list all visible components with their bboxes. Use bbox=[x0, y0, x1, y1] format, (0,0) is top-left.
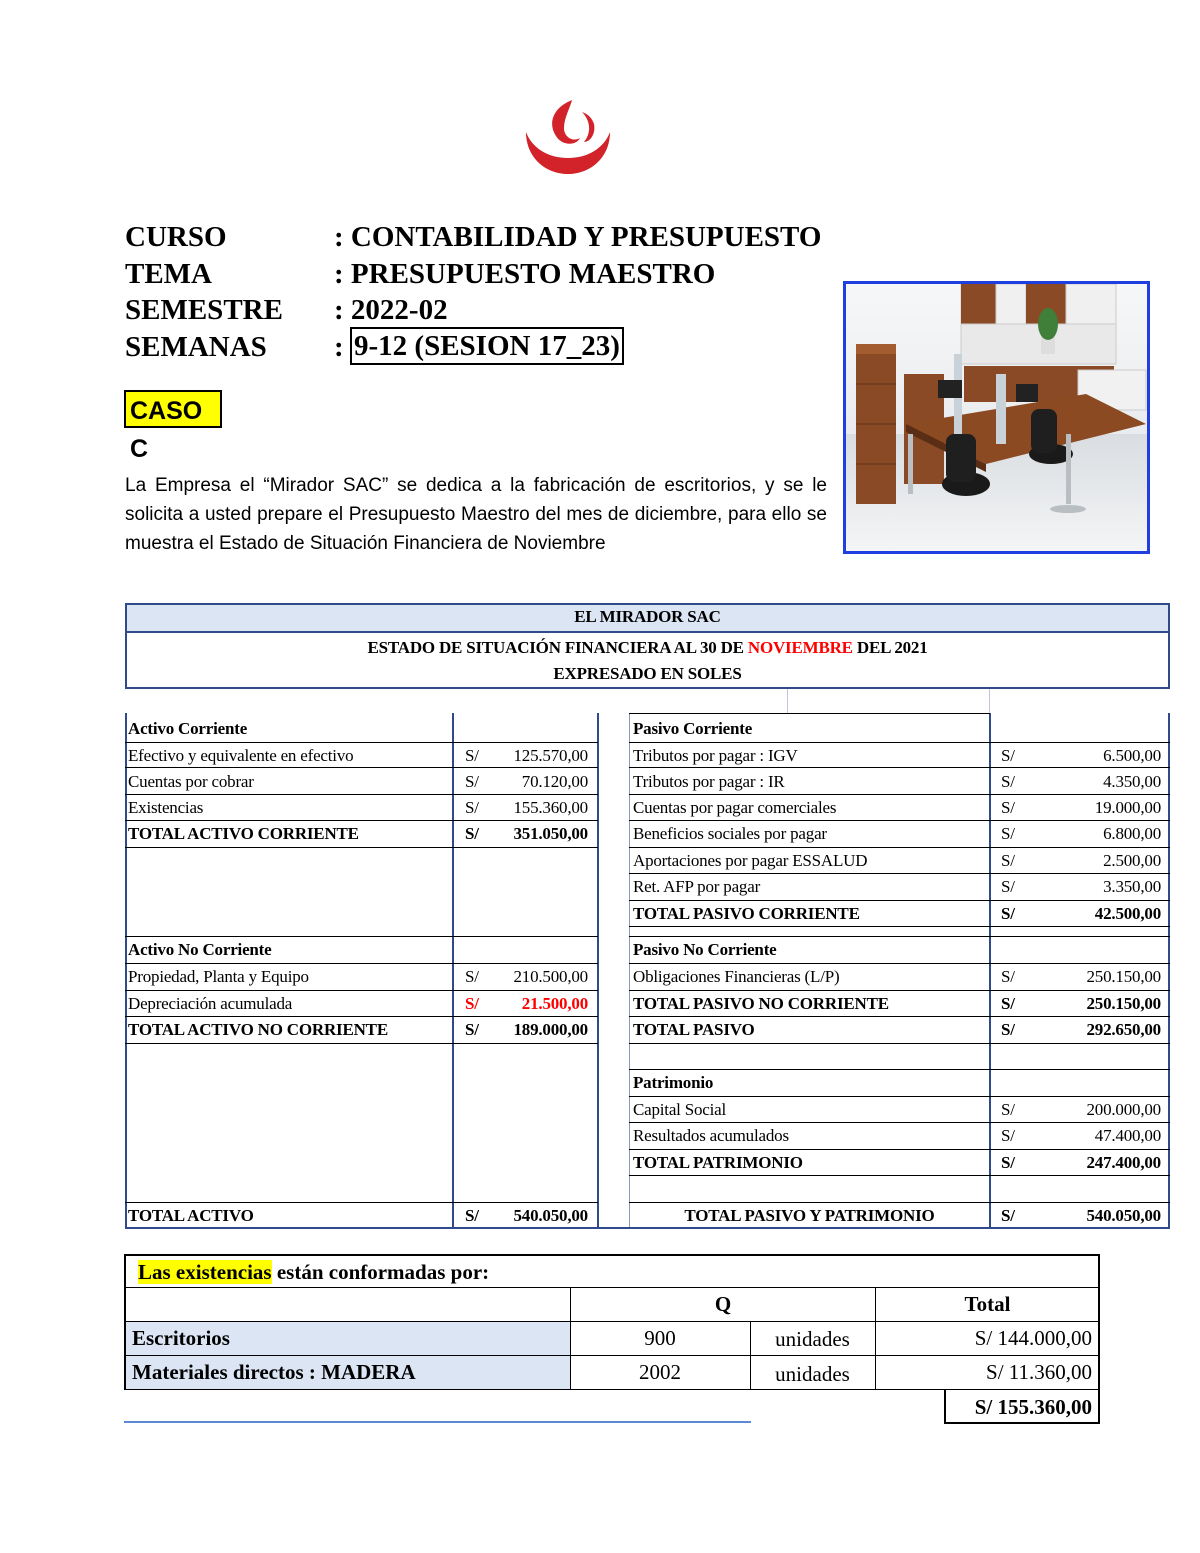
inventory-row-q: 2002 bbox=[639, 1360, 681, 1384]
inventory-table bbox=[124, 1254, 1100, 1424]
semanas-value: 9-12 (SESION 17_23) bbox=[350, 327, 624, 365]
currency-symbol: S/ bbox=[1001, 798, 1015, 817]
ac-item-label: Cuentas por cobrar bbox=[128, 772, 254, 791]
currency-symbol: S/ bbox=[465, 772, 479, 791]
anc-item-label: Depreciación acumulada bbox=[128, 994, 293, 1013]
inventory-row-total: S/ 144.000,00 bbox=[974, 1326, 1092, 1350]
inventory-row-total: S/ 11.360,00 bbox=[986, 1360, 1092, 1384]
currency-symbol: S/ bbox=[465, 994, 479, 1013]
total-pasivo-corriente-label: TOTAL PASIVO CORRIENTE bbox=[633, 904, 860, 923]
currency-symbol: S/ bbox=[1001, 851, 1015, 870]
curso-value: : CONTABILIDAD Y PRESUPUESTO bbox=[334, 221, 822, 253]
anc-item-amount-negative: 21.500,00 bbox=[521, 994, 588, 1013]
currency-symbol: S/ bbox=[1001, 1020, 1015, 1039]
balance-sheet bbox=[125, 603, 1170, 1229]
currency-symbol: S/ bbox=[1001, 772, 1015, 791]
currency-symbol: S/ bbox=[465, 967, 479, 986]
office-desks-photo bbox=[843, 281, 1150, 554]
total-patrimonio-label: TOTAL PATRIMONIO bbox=[633, 1153, 803, 1172]
patrimonio-heading: Patrimonio bbox=[633, 1073, 714, 1092]
activo-corriente-heading: Activo Corriente bbox=[128, 719, 248, 738]
pc-item-amount: 2.500,00 bbox=[1103, 851, 1161, 870]
semestre-value: : 2022-02 bbox=[334, 294, 448, 326]
pc-item-amount: 4.350,00 bbox=[1103, 772, 1161, 791]
ac-item-amount: 125.570,00 bbox=[513, 746, 588, 765]
tema-label: TEMA bbox=[125, 258, 212, 290]
pc-item-label: Cuentas por pagar comerciales bbox=[633, 798, 837, 817]
inventory-title-rest: están conformadas por: bbox=[271, 1260, 490, 1284]
caso-badge: CASO C bbox=[124, 390, 222, 428]
inventory-row-unit: unidades bbox=[775, 1362, 850, 1386]
office-desks-icon bbox=[846, 284, 1147, 551]
currency-symbol: S/ bbox=[465, 1206, 479, 1225]
total-pasivo-patrimonio-label: TOTAL PASIVO Y PATRIMONIO bbox=[684, 1206, 935, 1225]
total-pasivo-corriente-amount: 42.500,00 bbox=[1094, 904, 1161, 923]
pnc-item-amount: 250.150,00 bbox=[1086, 967, 1161, 986]
currency-symbol: S/ bbox=[1001, 877, 1015, 896]
currency-symbol: S/ bbox=[465, 798, 479, 817]
anc-item-amount: 210.500,00 bbox=[513, 967, 588, 986]
pasivo-corriente-heading: Pasivo Corriente bbox=[633, 719, 753, 738]
total-pasivo-patrimonio-amount: 540.050,00 bbox=[1086, 1206, 1161, 1225]
sheet-subtitle: EXPRESADO EN SOLES bbox=[553, 664, 742, 683]
pc-item-label: Tributos por pagar : IGV bbox=[633, 746, 798, 765]
sheet-title-post: DEL 2021 bbox=[852, 638, 928, 657]
currency-symbol: S/ bbox=[1001, 1153, 1015, 1172]
currency-symbol: S/ bbox=[465, 824, 479, 843]
pnc-item-label: Obligaciones Financieras (L/P) bbox=[633, 967, 840, 986]
tema-value: : PRESUPUESTO MAESTRO bbox=[334, 258, 716, 290]
company-name: EL MIRADOR SAC bbox=[574, 607, 721, 626]
total-patrimonio-amount: 247.400,00 bbox=[1086, 1153, 1161, 1172]
pasivo-no-corriente-heading: Pasivo No Corriente bbox=[633, 940, 777, 959]
currency-symbol: S/ bbox=[1001, 824, 1015, 843]
upc-flame-logo-icon bbox=[518, 98, 618, 176]
currency-symbol: S/ bbox=[465, 1020, 479, 1039]
total-activo-amount: 540.050,00 bbox=[513, 1206, 588, 1225]
currency-symbol: S/ bbox=[1001, 746, 1015, 765]
semestre-label: SEMESTRE bbox=[125, 294, 283, 326]
total-pasivo-amount: 292.650,00 bbox=[1086, 1020, 1161, 1039]
anc-item-label: Propiedad, Planta y Equipo bbox=[128, 967, 309, 986]
currency-symbol: S/ bbox=[1001, 1126, 1015, 1145]
pat-item-amount: 200.000,00 bbox=[1086, 1100, 1161, 1119]
currency-symbol: S/ bbox=[1001, 994, 1015, 1013]
currency-symbol: S/ bbox=[1001, 1100, 1015, 1119]
currency-symbol: S/ bbox=[1001, 1206, 1015, 1225]
pc-item-amount: 3.350,00 bbox=[1103, 877, 1161, 896]
col-total-header: Total bbox=[964, 1292, 1011, 1316]
total-pasivo-no-corriente-label: TOTAL PASIVO NO CORRIENTE bbox=[633, 994, 889, 1013]
curso-label: CURSO bbox=[125, 221, 227, 253]
ac-item-label: Existencias bbox=[128, 798, 204, 817]
pc-item-amount: 6.500,00 bbox=[1103, 746, 1161, 765]
inventory-title bbox=[138, 1257, 489, 1287]
ac-item-amount: 70.120,00 bbox=[521, 772, 588, 791]
inventory-row-q: 900 bbox=[644, 1326, 676, 1350]
inventory-grand-total: S/ 155.360,00 bbox=[974, 1395, 1092, 1419]
pat-item-label: Capital Social bbox=[633, 1100, 727, 1119]
pc-item-label: Beneficios sociales por pagar bbox=[633, 824, 827, 843]
pc-item-amount: 6.800,00 bbox=[1103, 824, 1161, 843]
total-activo-label: TOTAL ACTIVO bbox=[128, 1206, 254, 1225]
inventory-title-highlight: Las existencias bbox=[138, 1260, 272, 1284]
semanas-label: SEMANAS bbox=[125, 331, 267, 363]
inventory-row-label: Escritorios bbox=[132, 1326, 230, 1350]
semanas-colon: : bbox=[334, 331, 344, 363]
activo-no-corriente-heading: Activo No Corriente bbox=[128, 940, 272, 959]
inventory-row-unit: unidades bbox=[775, 1327, 850, 1351]
pat-item-amount: 47.400,00 bbox=[1094, 1126, 1161, 1145]
total-activo-no-corriente-amount: 189.000,00 bbox=[513, 1020, 588, 1039]
col-q-header: Q bbox=[714, 1292, 732, 1316]
sheet-title bbox=[125, 636, 1170, 660]
footer-divider bbox=[124, 1421, 751, 1423]
pc-item-label: Tributos por pagar : IR bbox=[633, 772, 785, 791]
total-pasivo-no-corriente-amount: 250.150,00 bbox=[1086, 994, 1161, 1013]
currency-symbol: S/ bbox=[465, 746, 479, 765]
pat-item-label: Resultados acumulados bbox=[633, 1126, 789, 1145]
pc-item-label: Ret. AFP por pagar bbox=[633, 877, 761, 896]
currency-symbol: S/ bbox=[1001, 904, 1015, 923]
sheet-title-month: NOVIEMBRE bbox=[747, 638, 853, 657]
sheet-title-pre: ESTADO DE SITUACIÓN FINANCIERA AL 30 DE bbox=[367, 638, 748, 657]
ac-item-amount: 155.360,00 bbox=[513, 798, 588, 817]
pc-item-label: Aportaciones por pagar ESSALUD bbox=[633, 851, 868, 870]
pc-item-amount: 19.000,00 bbox=[1094, 798, 1161, 817]
total-activo-corriente-amount: 351.050,00 bbox=[513, 824, 588, 843]
intro-paragraph: La Empresa el “Mirador SAC” se dedica a la fabricación de escritorios, y se le solicita a usted prepare el Presupuesto Maestro del mes de diciembre, para ello se muestra el Estado de Situación Financiera de Noviembre bbox=[125, 475, 827, 554]
ac-item-label: Efectivo y equivalente en efectivo bbox=[128, 746, 354, 765]
total-activo-no-corriente-label: TOTAL ACTIVO NO CORRIENTE bbox=[128, 1020, 388, 1039]
currency-symbol: S/ bbox=[1001, 967, 1015, 986]
inventory-row-label: Materiales directos : MADERA bbox=[132, 1360, 416, 1384]
total-activo-corriente-label: TOTAL ACTIVO CORRIENTE bbox=[128, 824, 359, 843]
total-pasivo-label: TOTAL PASIVO bbox=[633, 1020, 755, 1039]
